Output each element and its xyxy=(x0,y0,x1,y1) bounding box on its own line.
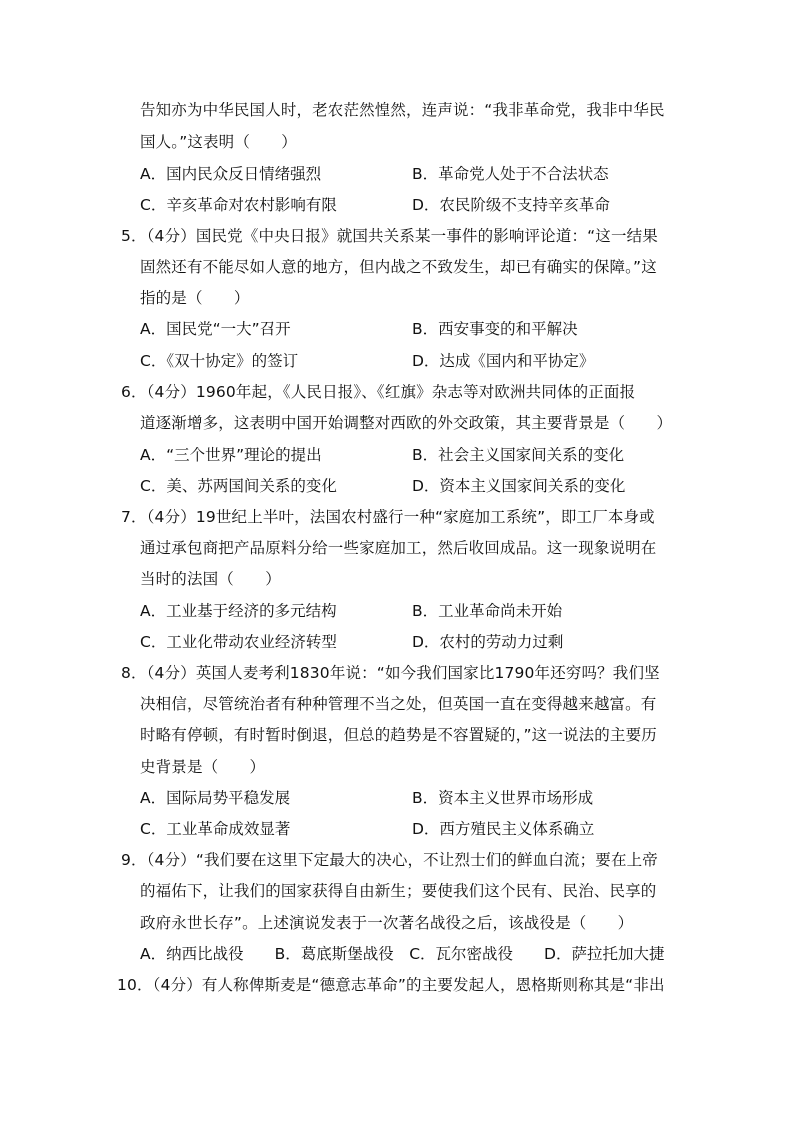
q4-option-a[interactable]: A．国内民众反日情绪强烈 xyxy=(140,165,322,183)
q4-option-d[interactable]: D．农民阶级不支持辛亥革命 xyxy=(412,196,610,214)
q6-line-1: 6．（4分）1960年起，《人民日报》、《红旗》杂志等对欧洲共同体的正面报 xyxy=(121,383,636,401)
q5-line-1: 5．（4分）国民党《中央日报》就国共关系某一事件的影响评论道：“这一结果 xyxy=(121,227,658,245)
q8-option-c[interactable]: C．工业革命成效显著 xyxy=(140,820,291,838)
q8-option-a[interactable]: A．国际局势平稳发展 xyxy=(140,789,291,807)
q8-line-2: 决相信，尽管统治者有种种管理不当之处，但英国一直在变得越来越富。有 xyxy=(140,695,657,713)
q9-line-3: 政府永世长存”。上述演说发表于一次著名战役之后，该战役是（ ） xyxy=(140,914,634,932)
q6-line-2: 道逐渐增多，这表明中国开始调整对西欧的外交政策，其主要背景是（ ） xyxy=(140,414,673,432)
q7-option-d[interactable]: D．农村的劳动力过剩 xyxy=(412,633,564,651)
q6-option-a[interactable]: A．“三个世界”理论的提出 xyxy=(140,446,322,464)
q4-option-b[interactable]: B．革命党人处于不合法状态 xyxy=(412,165,609,183)
q8-line-4: 史背景是（ ） xyxy=(140,758,266,776)
q5-line-3: 指的是（ ） xyxy=(140,289,250,307)
q5-option-d[interactable]: D．达成《国内和平协定》 xyxy=(412,352,595,370)
q5-option-b[interactable]: B．西安事变的和平解决 xyxy=(412,320,578,338)
q7-line-2: 通过承包商把产品原料分给一些家庭加工，然后收回成品。这一现象说明在 xyxy=(140,539,657,557)
q8-option-d[interactable]: D．西方殖民主义体系确立 xyxy=(412,820,595,838)
q5-option-a[interactable]: A．国民党“一大”召开 xyxy=(140,320,291,338)
q5-line-2: 固然还有不能尽如人意的地方，但内战之不致发生，却已有确实的保障。”这 xyxy=(140,258,657,276)
q8-line-1: 8．（4分）英国人麦考利1830年说：“如今我们国家比1790年还穷吗？我们坚 xyxy=(121,664,660,682)
q9-options-row[interactable]: A．纳西比战役 B．葛底斯堡战役 C．瓦尔密战役 D．萨拉托加大捷 xyxy=(140,945,665,963)
q6-option-c[interactable]: C．美、苏两国间关系的变化 xyxy=(140,477,337,495)
q6-option-d[interactable]: D．资本主义国家间关系的变化 xyxy=(412,477,626,495)
q9-line-2: 的福佑下，让我们的国家获得自由新生；要使我们这个民有、民治、民享的 xyxy=(140,882,657,900)
q8-line-3: 时略有停顿，有时暂时倒退，但总的趋势是不容置疑的，”这一说法的主要历 xyxy=(140,726,657,744)
q4-line-2: 国人。”这表明（ ） xyxy=(140,133,297,151)
q4-line-1: 告知亦为中华民国人时，老农茫然惶然，连声说：“我非革命党，我非中华民 xyxy=(140,101,665,119)
q4-option-c[interactable]: C．辛亥革命对农村影响有限 xyxy=(140,196,337,214)
q6-option-b[interactable]: B．社会主义国家间关系的变化 xyxy=(412,446,625,464)
q7-option-b[interactable]: B．工业革命尚未开始 xyxy=(412,602,563,620)
q7-option-a[interactable]: A．工业基于经济的多元结构 xyxy=(140,602,337,620)
q10-line-1: 10．（4分）有人称俾斯麦是“德意志革命”的主要发起人，恩格斯则称其是“非出 xyxy=(117,976,665,994)
q9-line-1: 9．（4分）“我们要在这里下定最大的决心，不让烈士们的鲜血白流；要在上帝 xyxy=(121,851,658,869)
q5-option-c[interactable]: C．《双十协定》的签订 xyxy=(140,352,299,370)
q7-line-3: 当时的法国（ ） xyxy=(140,570,281,588)
q7-option-c[interactable]: C．工业化带动农业经济转型 xyxy=(140,633,337,651)
q8-option-b[interactable]: B．资本主义世界市场形成 xyxy=(412,789,594,807)
q7-line-1: 7．（4分）19世纪上半叶，法国农村盛行一种“家庭加工系统”，即工厂本身或 xyxy=(121,508,655,526)
